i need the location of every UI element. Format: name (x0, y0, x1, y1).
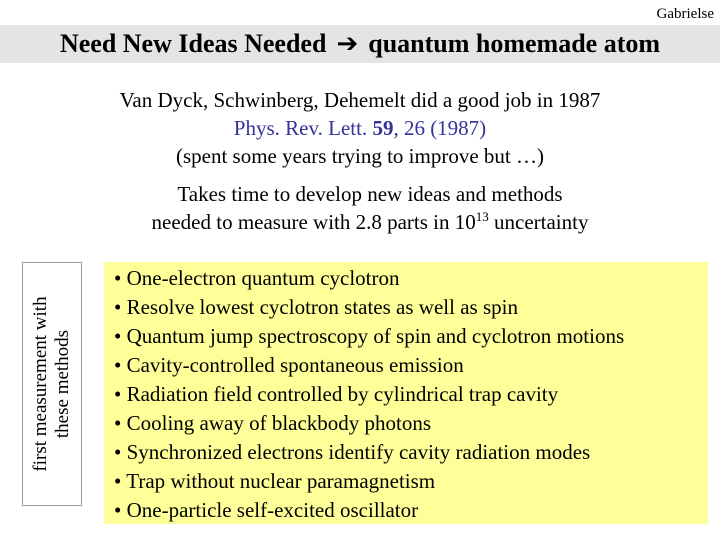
methods-line-2 (0, 208, 720, 236)
list-item (114, 351, 708, 380)
list-item (114, 467, 708, 496)
intro-line-3: (spent some years trying to improve but …) (175, 144, 544, 168)
methods-line-2-post: uncertainty (488, 210, 589, 234)
list-item (114, 438, 708, 467)
slide-title (0, 25, 720, 63)
list-item (114, 496, 708, 525)
list-item (114, 293, 708, 322)
bullet-icon: • (114, 440, 122, 464)
bullet-icon: • (114, 266, 122, 290)
author-name: Gabrielse (656, 6, 714, 22)
list-item-text: Cooling away of blackbody photons (126, 411, 432, 435)
intro-block (0, 86, 720, 170)
side-label-text (30, 262, 74, 506)
list-item (114, 264, 708, 293)
bullet-icon: • (114, 324, 122, 348)
title-bar (0, 25, 720, 63)
list-item (114, 322, 708, 351)
ref-volume: 59 (372, 116, 394, 140)
methods-line-1: Takes time to develop new ideas and methods (177, 182, 563, 206)
journal-reference (0, 114, 720, 142)
list-item-text: Cavity-controlled spontaneous emission (126, 353, 464, 377)
ref-journal: Phys. Rev. Lett. (233, 116, 368, 140)
side-label-line-1: first measurement with (30, 296, 51, 472)
methods-line-2-pre: needed to measure with 2.8 parts in 10 (151, 210, 476, 234)
achievements-list-box (104, 262, 708, 524)
list-item (114, 409, 708, 438)
list-item-text: Resolve lowest cyclotron states as well as spin (126, 295, 518, 319)
list-item-text: Radiation field controlled by cylindrical trap cavity (126, 382, 559, 406)
list-item-text: Synchronized electrons identify cavity radiation modes (126, 440, 591, 464)
bullet-icon: • (114, 498, 122, 522)
methods-exponent: 13 (475, 209, 489, 224)
bullet-icon: • (114, 469, 122, 493)
list-item-text: Trap without nuclear paramagnetism (126, 469, 436, 493)
right-arrow-icon: ➔ (336, 29, 359, 58)
list-item-text: One-particle self-excited oscillator (126, 498, 419, 522)
achievements-list (114, 264, 708, 525)
ref-rest: , 26 (1987) (393, 116, 487, 140)
methods-block (0, 180, 720, 236)
bullet-icon: • (114, 411, 122, 435)
intro-line-1: Van Dyck, Schwinberg, Dehemelt did a good job in 1987 (119, 88, 601, 112)
list-item-text: Quantum jump spectroscopy of spin and cyclotron motions (126, 324, 625, 348)
bullet-icon: • (114, 295, 122, 319)
side-label-line-2: these methods (52, 329, 73, 439)
title-left: Need New Ideas Needed (59, 29, 327, 58)
title-right: quantum homemade atom (368, 29, 661, 58)
bullet-icon: • (114, 353, 122, 377)
bullet-icon: • (114, 382, 122, 406)
side-label-box (22, 262, 82, 506)
list-item-text: One-electron quantum cyclotron (126, 266, 400, 290)
list-item (114, 380, 708, 409)
